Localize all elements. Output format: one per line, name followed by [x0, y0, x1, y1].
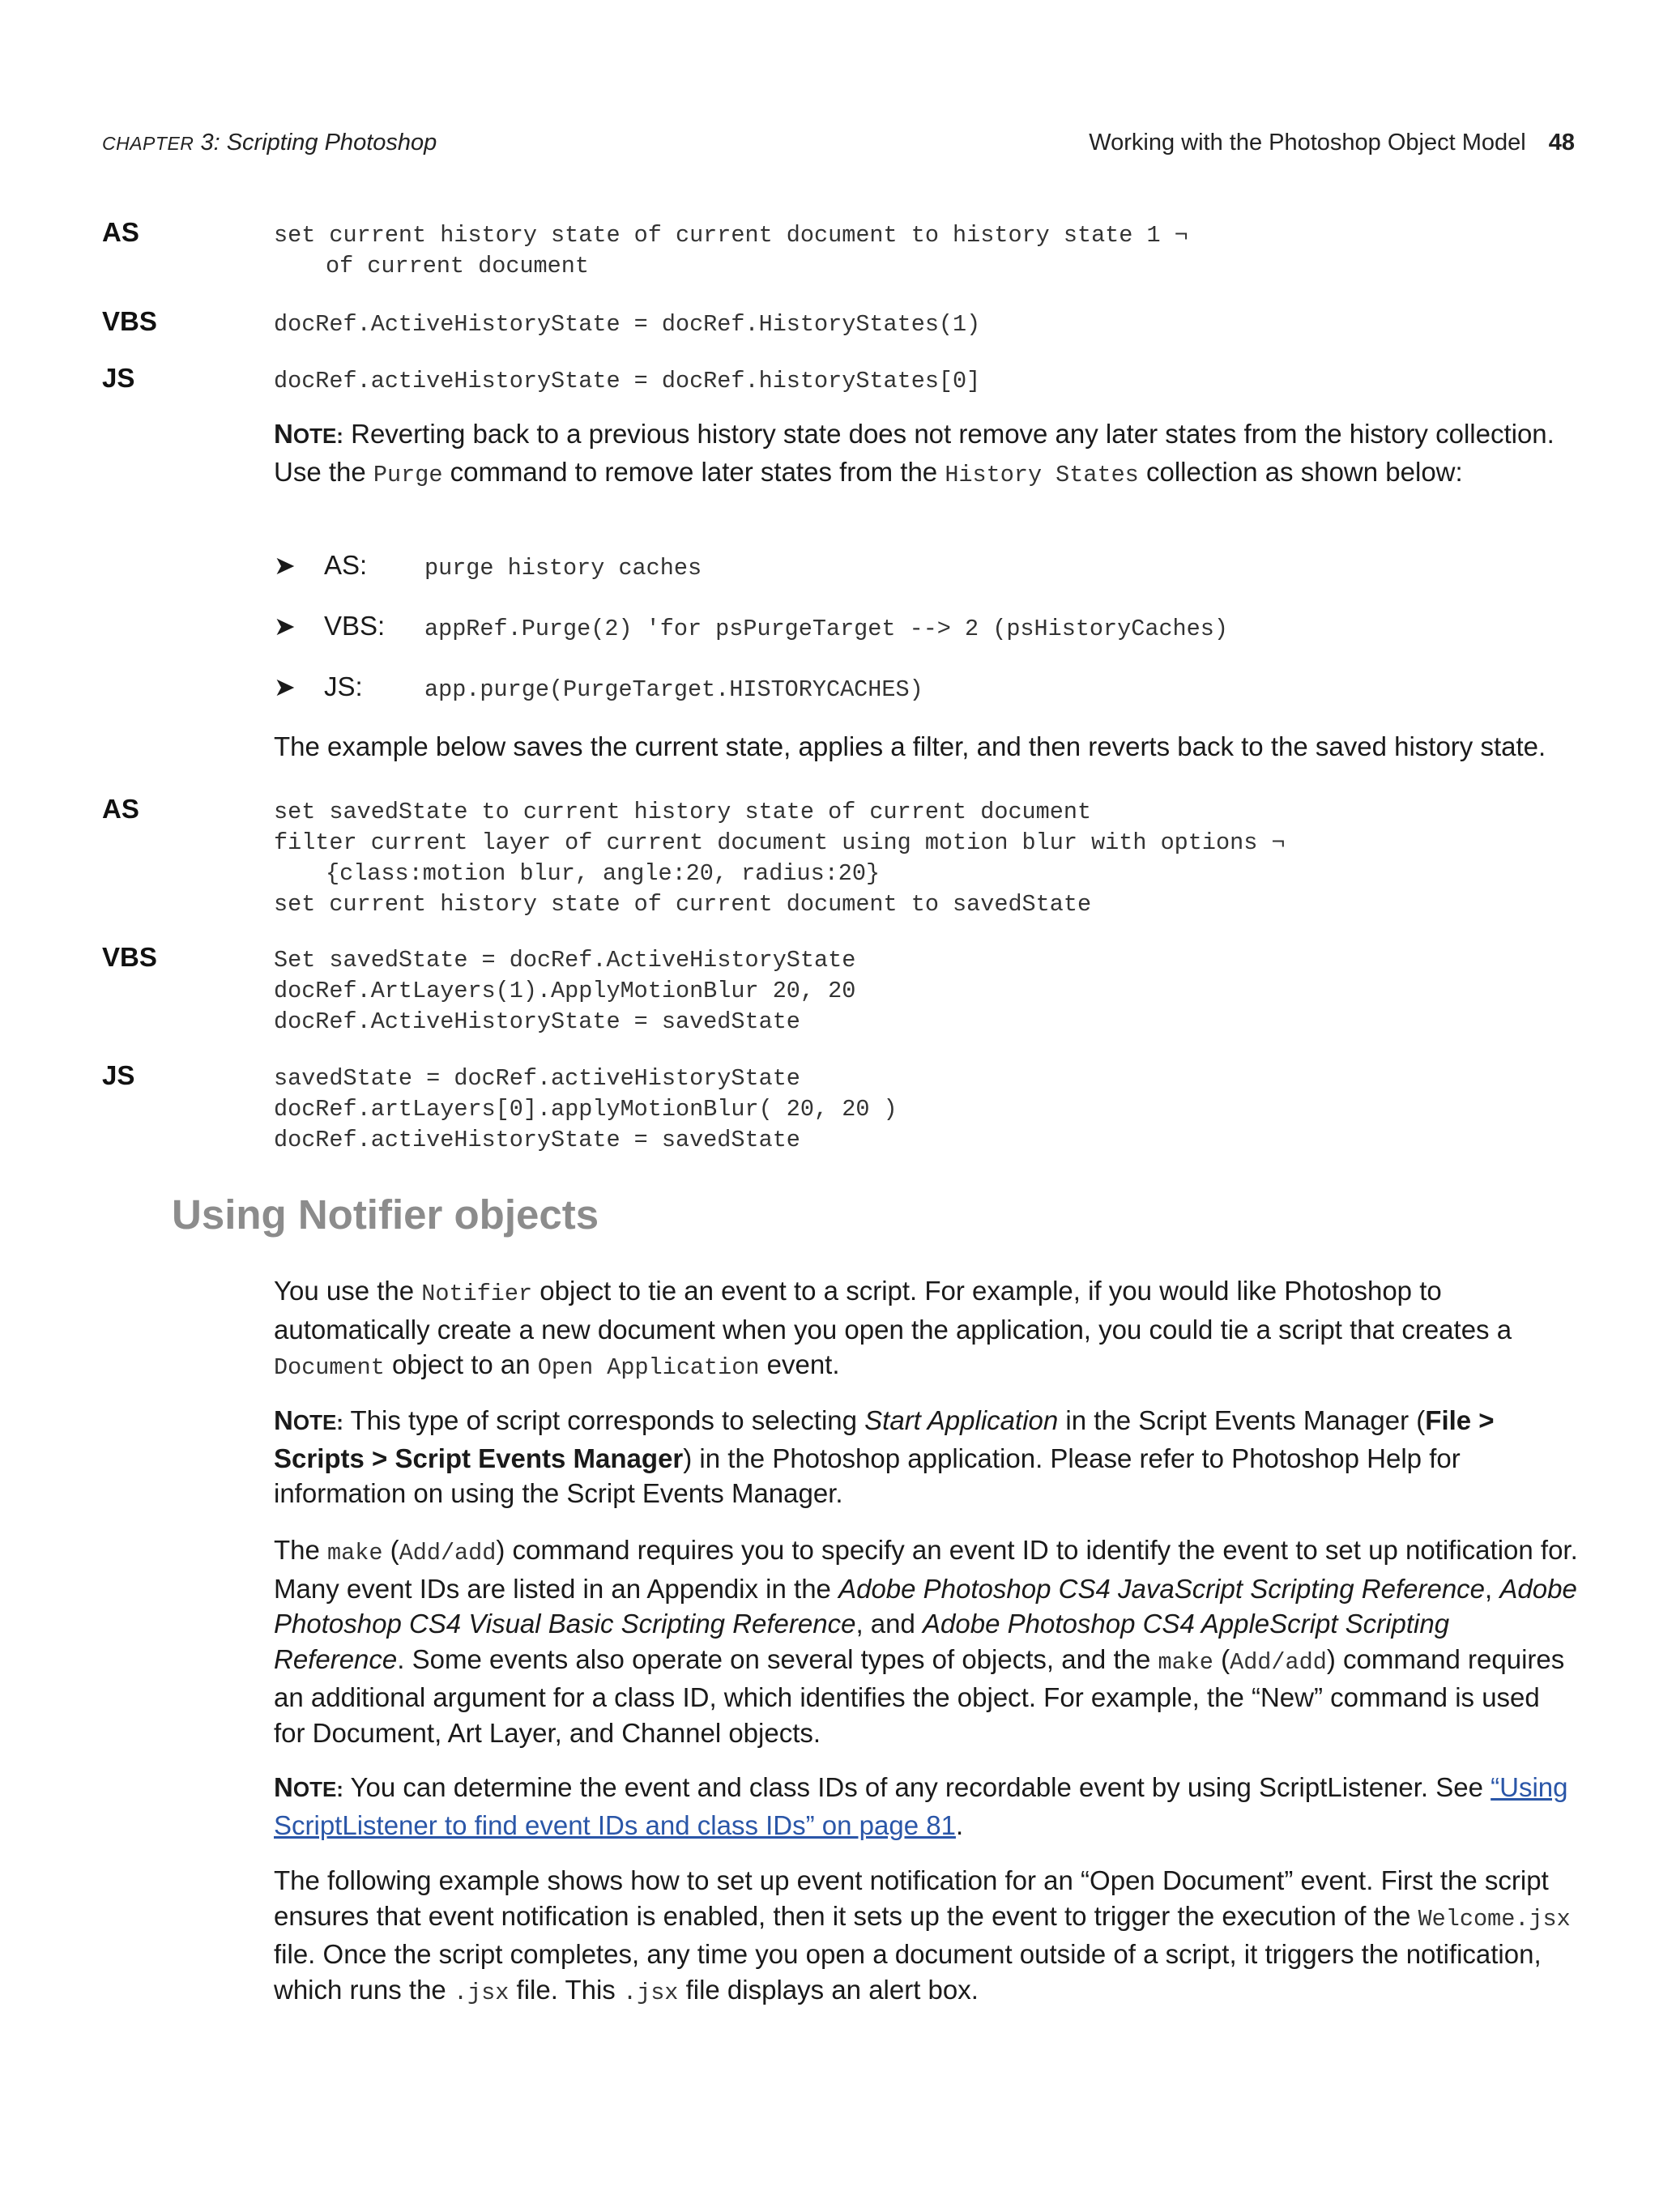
code-vbs-history	[274, 309, 980, 340]
chapter-title: 3: Scripting Photoshop	[194, 130, 437, 156]
code-line: set current history state of current document to history state 1 ¬	[274, 222, 1188, 249]
inline-code: Document	[274, 1354, 385, 1381]
lang-label-js: JS	[102, 1060, 135, 1090]
lang-label-vbs: VBS	[102, 942, 157, 972]
bullet-code: appRef.Purge(2) 'for psPurgeTarget --> 2 (psHistoryCaches)	[424, 616, 1228, 642]
code-line: filter current layer of current document using motion blur with options ¬	[274, 829, 1286, 856]
scriptlistener-link[interactable]: “Using ScriptListener to find event IDs and class IDs” on page 81	[274, 1772, 1568, 1840]
lang-label-as: AS	[102, 217, 139, 247]
code-line: Set savedState = docRef.ActiveHistoryState	[274, 947, 856, 974]
running-header-chapter	[102, 130, 437, 156]
code-line: docRef.activeHistoryState = savedState	[274, 1127, 800, 1153]
bullet-code: app.purge(PurgeTarget.HISTORYCACHES)	[424, 676, 923, 703]
menu-path: File > Scripts > Script Events Manager	[274, 1405, 1495, 1473]
code-js-history	[274, 366, 980, 397]
inline-code: Open Application	[537, 1354, 760, 1381]
section-name: Working with the Photoshop Object Model	[1089, 130, 1526, 156]
inline-code: make	[1158, 1648, 1213, 1676]
code-line: savedState = docRef.activeHistoryState	[274, 1065, 800, 1092]
example-intro: The example below saves the current state, applies a filter, and then reverts back to the saved history state.	[274, 731, 1546, 761]
code-line: docRef.artLayers[0].applyMotionBlur( 20, 20 )	[274, 1096, 898, 1123]
paragraph-open-document-example: The following example shows how to set up event notification for an “Open Document” event. First the script ensures that event notification is enabled, then it sets up the event to trigger the execution of the Welcome.jsx file. Once the script completes, any time you open a document outside of a script, it triggers the notification, which runs the .jsx file. This .jsx file displays an alert box.	[274, 1865, 1571, 2006]
chapter-word: CHAPTER	[102, 133, 194, 154]
inline-code: .jsx	[622, 1979, 679, 2006]
inline-code: .jsx	[453, 1979, 510, 2006]
code-line: set current history state of current document to savedState	[274, 891, 1092, 918]
arrow-bullet-icon: ➤	[274, 551, 296, 580]
paragraph-make-command: The make (Add/add) command requires you to specify an event ID to identify the event to set up notification for. Many event IDs are listed in an Appendix in the Adobe Photoshop CS4 JavaScript Scripting Reference, Adobe Photoshop CS4 Visual Basic Scripting Reference, and Adobe Photoshop CS4 AppleScript Scripting Reference. Some events also operate on several types of objects, and the make (Add/add) command requires an additional argument for a class ID, which identifies the object. For example, the “New” command is used for Document, Art Layer, and Channel objects.	[274, 1535, 1578, 1748]
inline-code: Add/add	[1230, 1648, 1327, 1676]
code-js-savedstate	[274, 1063, 898, 1156]
note-label: NOTE:	[274, 419, 343, 449]
code-line: docRef.ArtLayers(1).ApplyMotionBlur 20, 20	[274, 978, 856, 1004]
code-as-savedstate	[274, 797, 1286, 920]
page-number: 48	[1548, 130, 1575, 156]
note-script-events: NOTE: This type of script corresponds to selecting Start Application in the Script Events Manager (File > Scripts > Script Events Manager) in the Photoshop application. Please refer to Photoshop Help for information on using the Script Events Manager.	[274, 1405, 1495, 1508]
inline-code: Purge	[373, 461, 443, 488]
section-heading: Using Notifier objects	[172, 1191, 599, 1238]
inline-code: Add/add	[399, 1540, 497, 1566]
lang-label-as: AS	[102, 794, 139, 824]
inline-code: Welcome.jsx	[1418, 1905, 1571, 1933]
paragraph-notifier-intro: You use the Notifier object to tie an event to a script. For example, if you would like Photoshop to automatically create a new document when you open the application, you could tie a script that creates a Document object to an Open Application event.	[274, 1276, 1512, 1381]
arrow-bullet-icon: ➤	[274, 612, 296, 641]
inline-code: Notifier	[421, 1281, 533, 1307]
code-as-history	[274, 220, 1188, 282]
bullet-code: purge history caches	[424, 555, 702, 582]
code-line: docRef.ActiveHistoryState = docRef.HistoryStates(1)	[274, 311, 981, 338]
code-line: set savedState to current history state of current document	[274, 799, 1092, 825]
note-label: NOTE:	[274, 1405, 343, 1435]
bullet-vbs: ➤ VBS: appRef.Purge(2) 'for psPurgeTarget --> 2 (psHistoryCaches)	[274, 611, 1228, 642]
inline-code: make	[327, 1540, 383, 1566]
note-label: NOTE:	[274, 1772, 343, 1802]
code-line: docRef.activeHistoryState = docRef.historyStates[0]	[274, 368, 981, 394]
code-line: of current document	[326, 253, 589, 279]
note-purge: NOTE: Reverting back to a previous history state does not remove any later states from the history collection. Use the Purge command to remove later states from the History States collection as shown below:	[274, 419, 1555, 488]
bullet-as: ➤ AS: purge history caches	[274, 550, 702, 582]
inline-code: History States	[945, 461, 1139, 488]
note-scriptlistener: NOTE: You can determine the event and class IDs of any recordable event by using ScriptListener. See “Using ScriptListener to find event IDs and class IDs” on page 81.	[274, 1772, 1568, 1840]
code-vbs-savedstate	[274, 945, 855, 1038]
running-header-section	[1089, 130, 1575, 156]
code-line: docRef.ActiveHistoryState = savedState	[274, 1008, 800, 1035]
bullet-js: ➤ JS: app.purge(PurgeTarget.HISTORYCACHES)	[274, 671, 923, 703]
lang-label-vbs: VBS	[102, 306, 157, 336]
arrow-bullet-icon: ➤	[274, 672, 296, 701]
code-line: {class:motion blur, angle:20, radius:20}	[326, 860, 881, 887]
lang-label-js: JS	[102, 363, 135, 393]
